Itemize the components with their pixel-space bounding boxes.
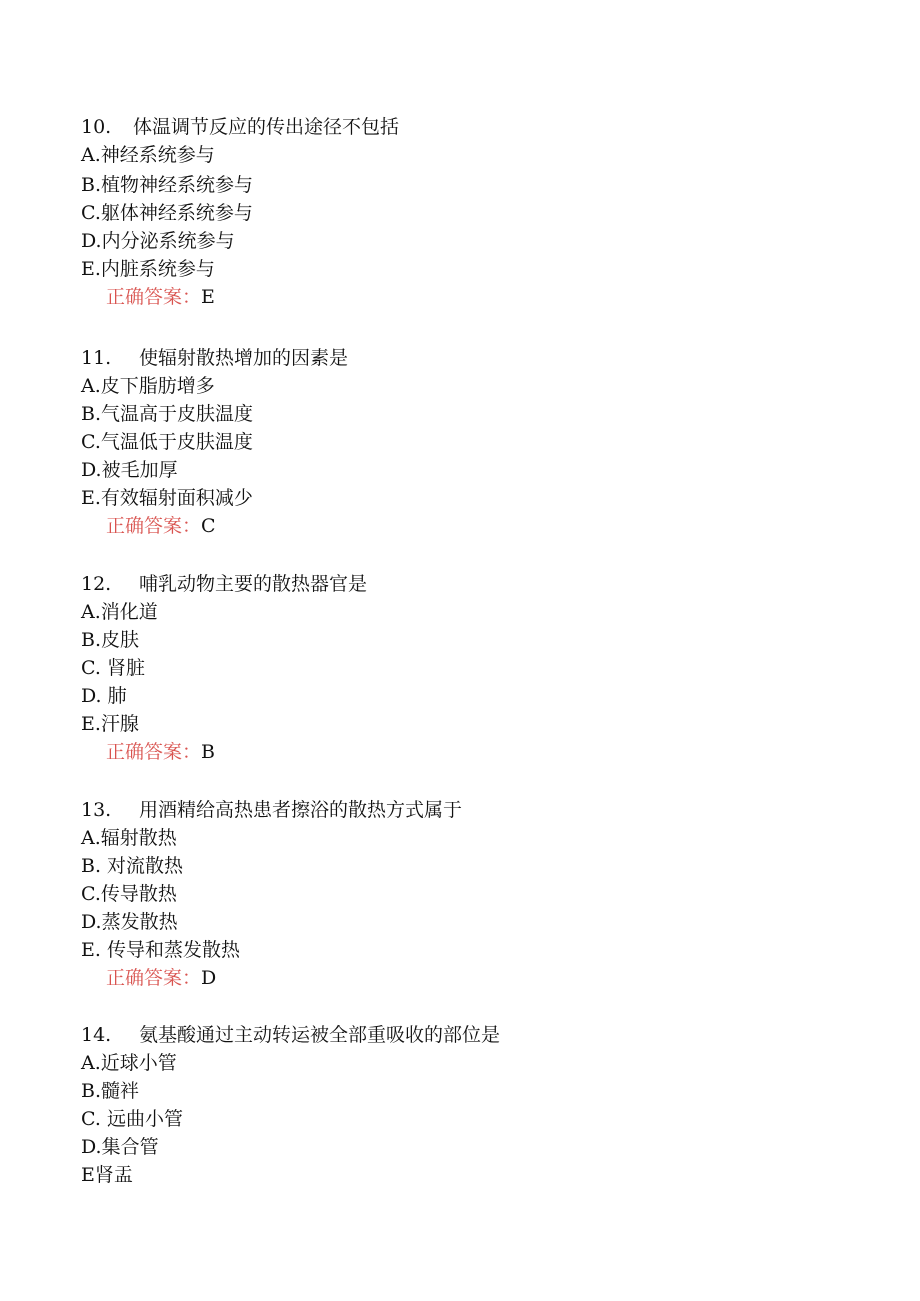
question-number: 14. bbox=[81, 1024, 112, 1046]
option-a: A.辐射散热 bbox=[81, 827, 177, 849]
answer-label: 正确答案： bbox=[106, 286, 202, 308]
question-number: 12. bbox=[81, 573, 112, 595]
option-d: D.蒸发散热 bbox=[81, 911, 178, 933]
question-number: 10. bbox=[81, 116, 112, 138]
option-c: C.传导散热 bbox=[81, 883, 177, 905]
answer-value: C bbox=[201, 515, 216, 537]
question-text: 体温调节反应的传出途径不包括 bbox=[133, 116, 400, 138]
option-e: E. 传导和蒸发散热 bbox=[81, 939, 240, 961]
answer-label: 正确答案： bbox=[106, 515, 202, 537]
option-c: C. 肾脏 bbox=[81, 657, 145, 679]
answer-label: 正确答案： bbox=[106, 741, 202, 763]
option-d: D. 肺 bbox=[81, 685, 127, 707]
answer-value: E bbox=[201, 286, 215, 308]
option-a: A.消化道 bbox=[81, 601, 158, 623]
question-text: 使辐射散热增加的因素是 bbox=[139, 347, 349, 369]
question-text: 哺乳动物主要的散热器官是 bbox=[139, 573, 368, 595]
option-a: A.神经系统参与 bbox=[81, 144, 215, 166]
option-d: D.被毛加厚 bbox=[81, 459, 178, 481]
question-12 bbox=[81, 570, 861, 766]
option-a: A.近球小管 bbox=[81, 1052, 177, 1074]
answer-line bbox=[81, 964, 861, 992]
question-title bbox=[81, 1021, 861, 1049]
option-a: A.皮下脂肪增多 bbox=[81, 375, 215, 397]
question-number: 13. bbox=[81, 799, 112, 821]
option-d: D.集合管 bbox=[81, 1136, 159, 1158]
question-11 bbox=[81, 344, 861, 540]
option-b: B.髓袢 bbox=[81, 1080, 140, 1102]
question-title bbox=[81, 344, 861, 372]
answer-value: B bbox=[201, 741, 215, 763]
question-title bbox=[81, 113, 861, 141]
question-title bbox=[81, 796, 861, 824]
question-text: 用酒精给高热患者擦浴的散热方式属于 bbox=[139, 799, 463, 821]
option-d: D.内分泌系统参与 bbox=[81, 230, 235, 252]
answer-line bbox=[81, 738, 861, 766]
answer-label: 正确答案： bbox=[106, 967, 202, 989]
option-b: B. 对流散热 bbox=[81, 855, 184, 877]
option-b: B.皮肤 bbox=[81, 629, 140, 651]
question-14 bbox=[81, 1021, 861, 1189]
option-e: E.汗腺 bbox=[81, 713, 139, 735]
option-e: E.有效辐射面积减少 bbox=[81, 487, 253, 509]
question-text: 氨基酸通过主动转运被全部重吸收的部位是 bbox=[139, 1024, 501, 1046]
answer-value: D bbox=[201, 967, 217, 989]
option-b: B.气温高于皮肤温度 bbox=[81, 403, 254, 425]
answer-line bbox=[81, 512, 861, 540]
option-c: C.气温低于皮肤温度 bbox=[81, 431, 253, 453]
option-e: E肾盂 bbox=[81, 1164, 133, 1186]
question-title bbox=[81, 570, 861, 598]
option-e: E.内脏系统参与 bbox=[81, 258, 215, 280]
question-13 bbox=[81, 796, 861, 992]
question-number: 11. bbox=[81, 347, 112, 369]
option-c: C. 远曲小管 bbox=[81, 1108, 183, 1130]
answer-line bbox=[81, 283, 861, 311]
question-10 bbox=[81, 113, 861, 311]
option-c: C.躯体神经系统参与 bbox=[81, 202, 253, 224]
option-b: B.植物神经系统参与 bbox=[81, 174, 254, 196]
